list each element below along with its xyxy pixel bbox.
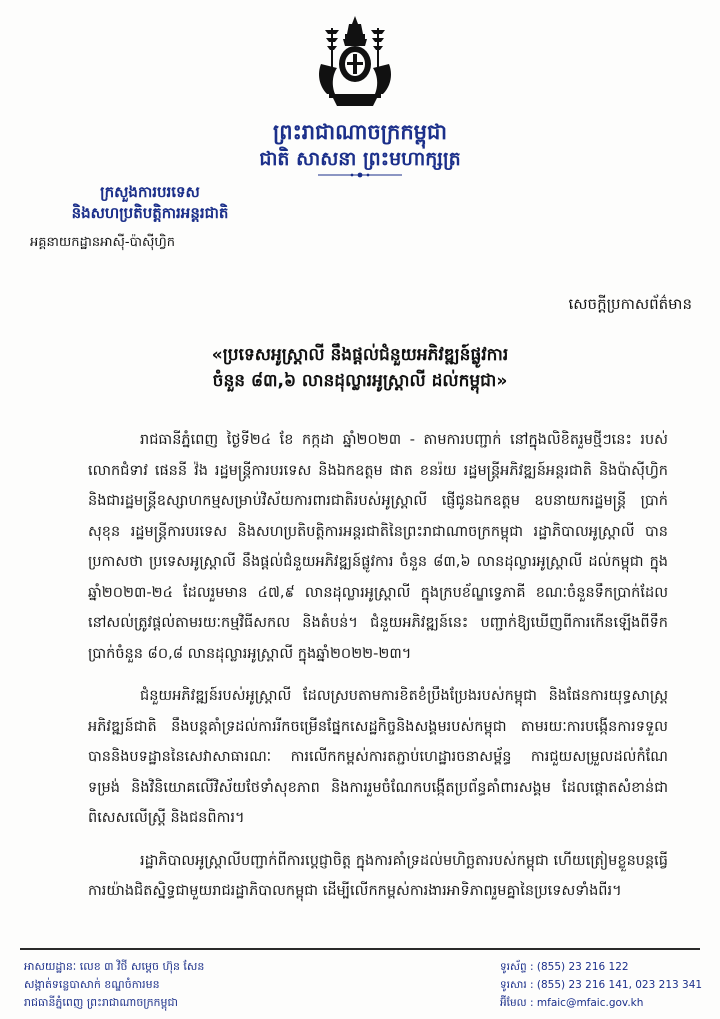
email-label: អ៊ីមែល : [500, 997, 534, 1009]
fax-value: (855) 23 216 141, 023 213 341 [536, 979, 703, 991]
body-paragraph-2: ជំនួយអភិវឌ្ឍន៍របស់អូស្ត្រាលី ដែលស្របតាមការខិតខំប្រឹងប្រែងរបស់កម្ពុជា និងផែនការយុទ្ធសាស្ត្រអភិវឌ្ឍន៍ជាតិ នឹងបន្តគាំទ្រដល់ការរីកចម្រើនផ្នែកសេដ្ឋកិច្ចនិងសង្គមរបស់កម្ពុជា តាមរយៈការបង្កើនការទទួលបាននិងបទដ្ឋាននៃសេវាសាធារណៈ ការលើកកម្ពស់ការតភ្ជាប់ហេដ្ឋារចនាសម្ព័ន្ធ ការជួយសម្រួលដល់កំណែទម្រង់ និងវិនិយោគលើវិស័យថែទាំសុខភាព និងការរួមចំណែកបង្កើតប្រព័ន្ធគាំពារសង្គម ដែលផ្តោតសំខាន់ជាពិសេសលើស្ត្រី និងជនពិការ។ [88, 688, 668, 826]
fax-row [500, 976, 710, 994]
department-name: អគ្គនាយកដ្ឋានអាស៊ី-ប៉ាស៊ីហ្វិក [30, 235, 175, 250]
divider-ornament-icon [318, 172, 402, 178]
footer-divider [20, 948, 700, 950]
document-type-label: សេចក្តីប្រកាសព័ត៌មាន [568, 295, 692, 313]
royal-coat-of-arms-icon [307, 14, 403, 110]
address-line-3: រាជធានីភ្នំពេញ ព្រះរាជាណាចក្រកម្ពុជា [24, 996, 178, 1009]
press-release-headline [150, 342, 570, 394]
phone-value: (855) 23 216 122 [536, 961, 629, 973]
footer-contacts [500, 958, 710, 1012]
ministry-name [30, 182, 270, 224]
kingdom-name: ព្រះរាជាណាចក្រកម្ពុជា [272, 120, 447, 144]
footer-address [24, 958, 384, 1012]
email-value[interactable]: mfaic@mfaic.gov.kh [536, 997, 644, 1009]
ministry-line-1: ក្រសួងការបរទេស [100, 183, 200, 201]
fax-label: ទូរសារ : [500, 979, 534, 991]
ministry-line-2: និងសហប្រតិបត្តិការអន្តរជាតិ [71, 204, 229, 222]
phone-label: ទូរស័ព្ទ : [500, 961, 534, 973]
press-release-body [88, 425, 668, 919]
national-motto: ជាតិ សាសនា ព្រះមហាក្សត្រ [259, 148, 461, 170]
headline-line-2: ចំនួន ៨៣,៦ លានដុល្លារអូស្ត្រាលី ដល់កម្ពុជា» [212, 371, 508, 391]
body-paragraph-3: រដ្ឋាភិបាលអូស្ត្រាលីបញ្ជាក់ពីការប្តេជ្ញាចិត្ត ក្នុងការគាំទ្រដល់មហិច្ឆតារបស់កម្ពុជា ហើយត្រៀមខ្លួនបន្តធ្វើការយ៉ាងជិតស្និទ្ធជាមួយរាជរដ្ឋាភិបាលកម្ពុជា ដើម្បីលើកកម្ពស់ការងារអាទិភាពរួមគ្នានៃប្រទេសទាំងពីរ។ [88, 852, 668, 899]
address-line-2: សង្កាត់ទន្លេបាសាក់ ខណ្ឌចំការមន [24, 978, 160, 991]
kingdom-heading [180, 118, 540, 172]
address-line-1: អាសយដ្ឋានៈ លេខ ៣ វិថី សម្តេច ហ៊ុន សែន [24, 960, 205, 973]
body-paragraph-1: រាជធានីភ្នំពេញ ថ្ងៃទី២៤ ខែ កក្កដា ឆ្នាំ២០២៣ - តាមការបញ្ជាក់ នៅក្នុងលិខិតរួមថ្មីៗនេះ របស់ លោកជំទាវ ផេននី វ៉ង រដ្ឋមន្ត្រីការបរទេស និងឯកឧត្តម ផាត ខនរ៉យ រដ្ឋមន្ត្រីអភិវឌ្ឍន៍អន្តរជាតិ និងប៉ាស៊ីហ្វិក និងជារដ្ឋមន្ត្រីឧស្សាហកម្មសម្រាប់វិស័យការពារជាតិរបស់អូស្ត្រាលី ផ្ញើជូនឯកឧត្តម ឧបនាយករដ្ឋមន្ត្រី ប្រាក់ សុខុន រដ្ឋមន្ត្រីការបរទេស និងសហប្រតិបត្តិការអន្តរជាតិនៃព្រះរាជាណាចក្រកម្ពុជា រដ្ឋាភិបាលអូស្ត្រាលី បានប្រកាសថា ប្រទេសអូស្ត្រាលី នឹងផ្តល់ជំនួយអភិវឌ្ឍន៍ផ្លូវការ ចំនួន ៨៣,៦ លានដុល្លារអូស្ត្រាលី ដល់កម្ពុជា ក្នុងឆ្នាំ២០២៣-២៤ ដែលរួមមាន ៤៧,៩ លានដុល្លារអូស្ត្រាលី ក្នុងក្របខ័ណ្ឌទ្វេភាគី ខណៈចំនួនទឹកប្រាក់ដែលនៅសល់ត្រូវផ្តល់តាមរយៈកម្មវិធីសកល និងតំបន់។ ជំនួយអភិវឌ្ឍន៍នេះ បញ្ជាក់ឱ្យឃើញពីការកើនឡើងពីទឹកប្រាក់ចំនួន ៨០,៨ លានដុល្លារអូស្ត្រាលី ក្នុងឆ្នាំ២០២២-២៣។ [88, 432, 668, 662]
phone-row [500, 958, 710, 976]
email-row [500, 994, 710, 1012]
headline-line-1: «ប្រទេសអូស្ត្រាលី នឹងផ្តល់ជំនួយអភិវឌ្ឍន៍ផ្លូវការ [211, 345, 509, 365]
